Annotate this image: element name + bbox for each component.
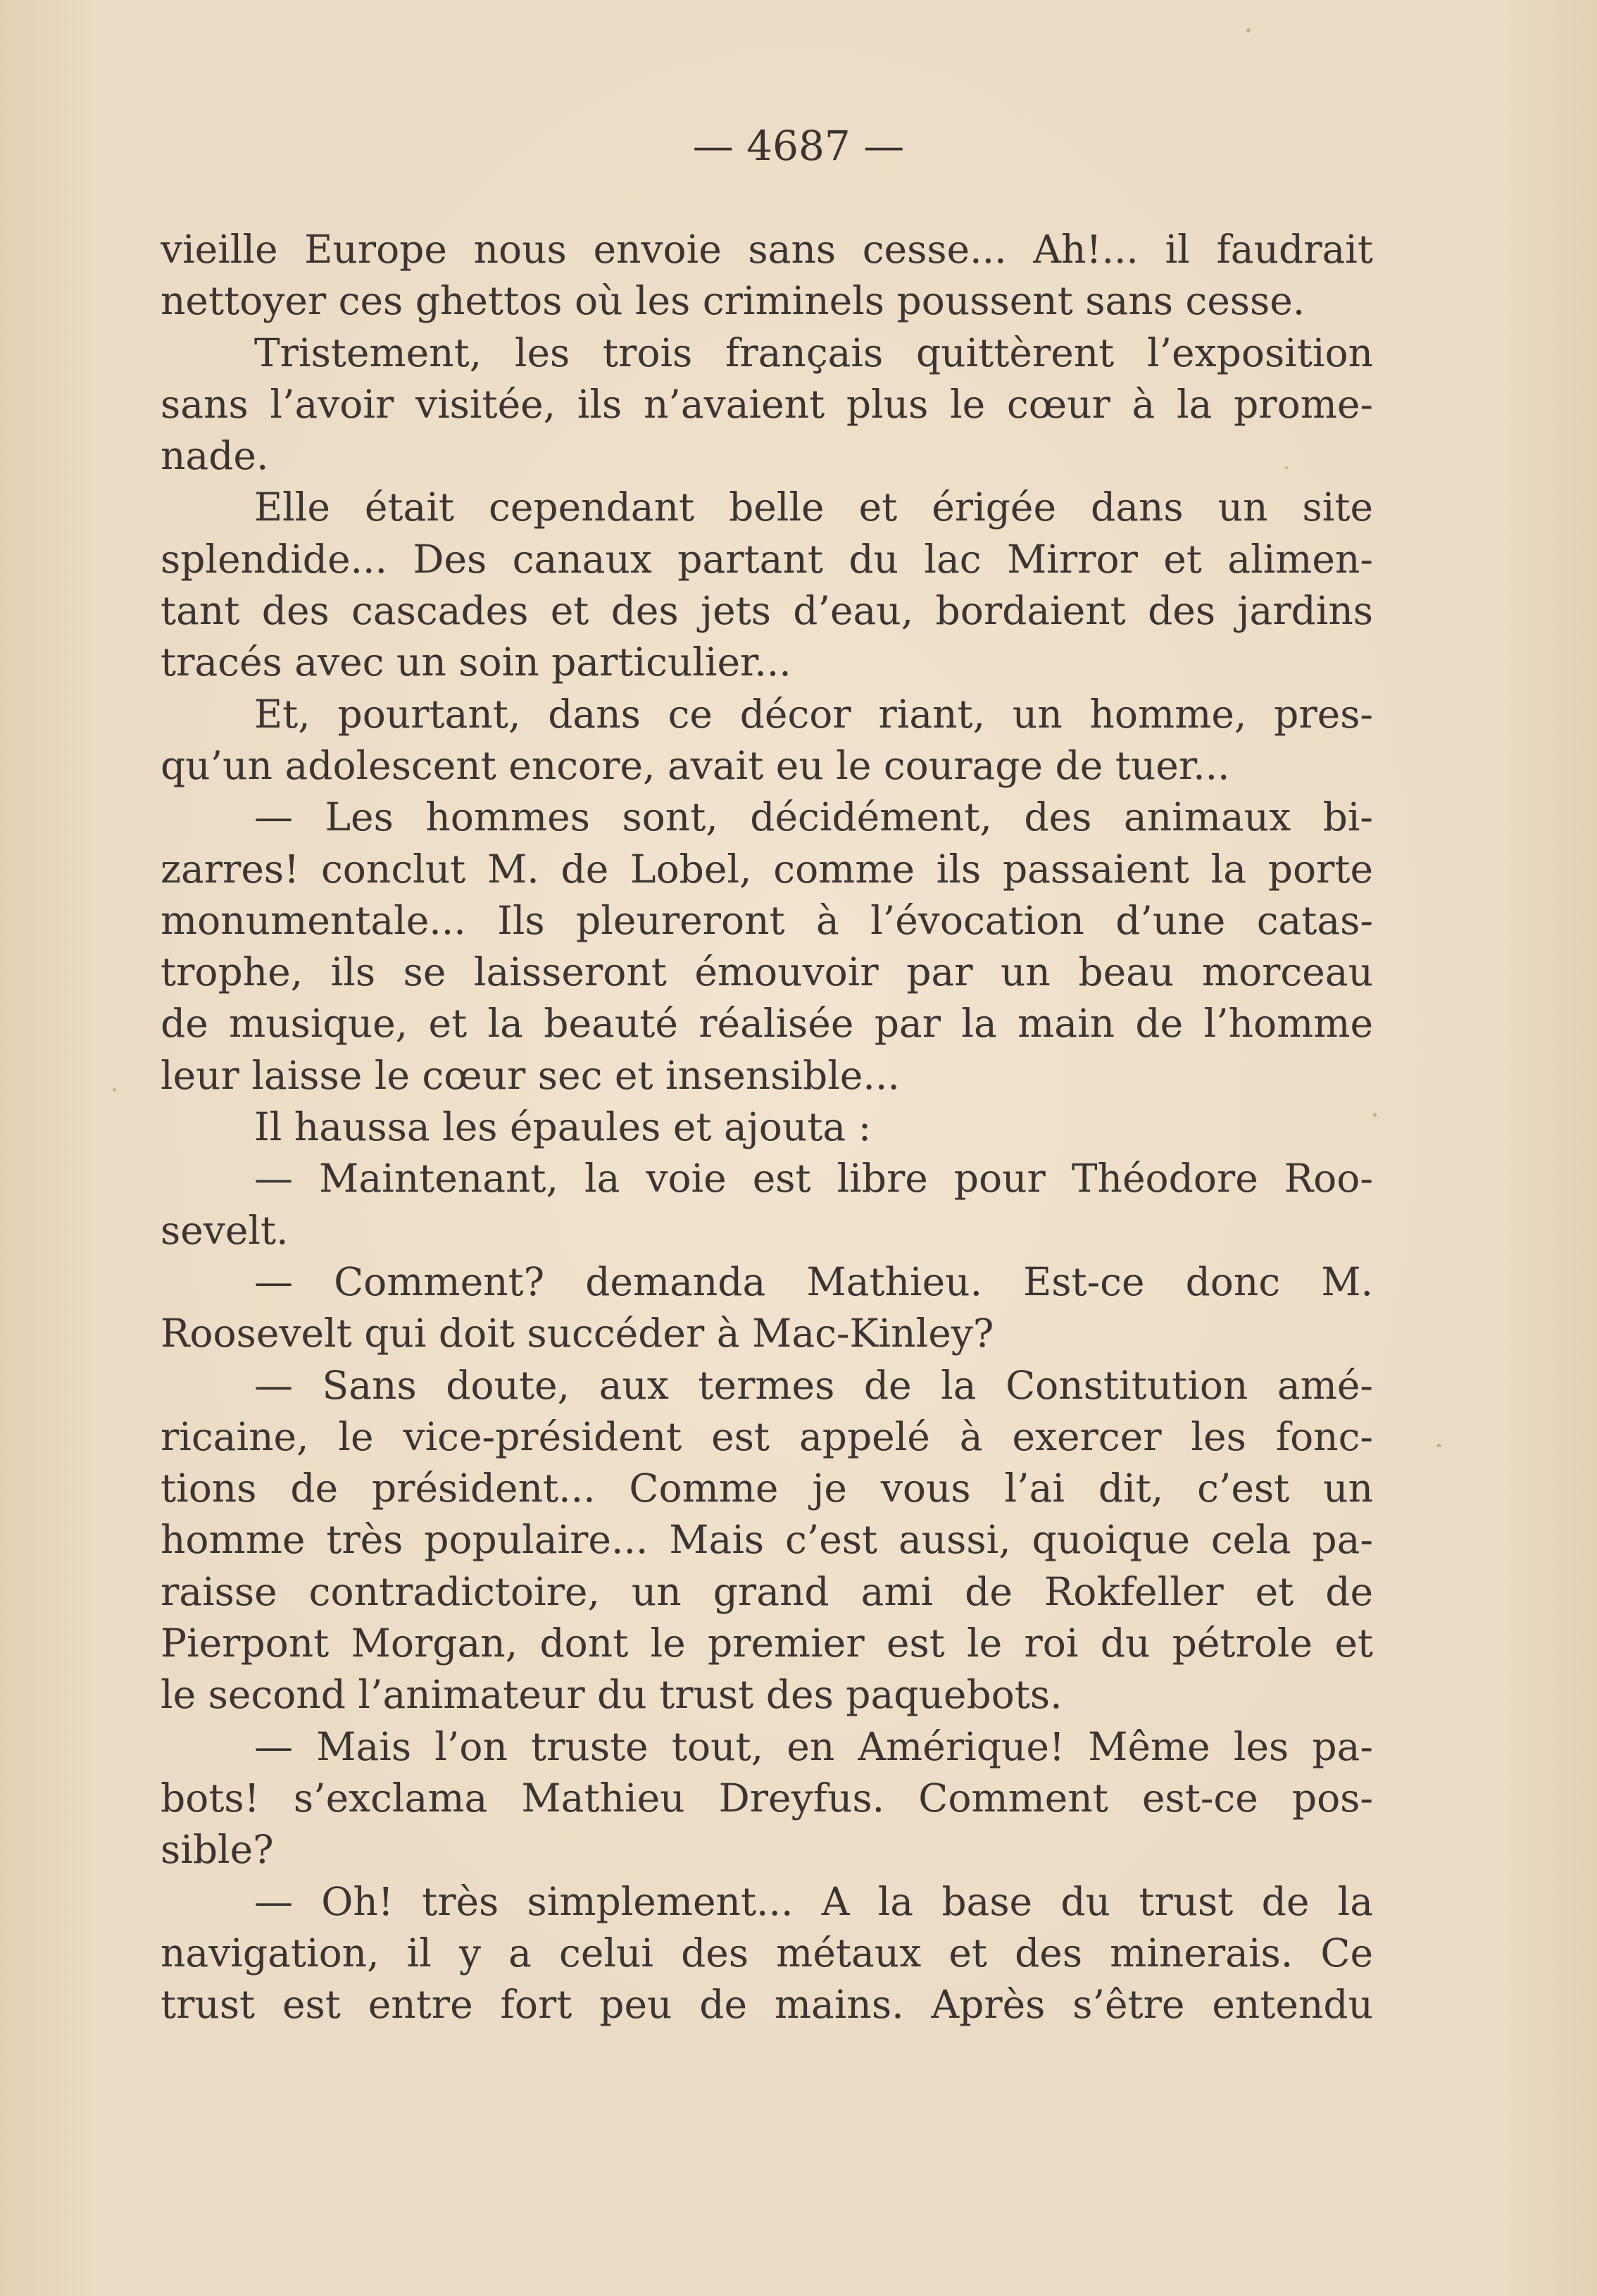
text-line: — Sans doute, aux termes de la Constitution amé- bbox=[254, 1362, 1373, 1408]
text-line: sevelt. bbox=[161, 1207, 289, 1253]
paper-speck bbox=[1246, 28, 1251, 32]
text-line: bots! s’exclama Mathieu Dreyfus. Comment est-ce pos- bbox=[161, 1775, 1373, 1821]
text-line: leur laisse le cœur sec et insensible... bbox=[161, 1052, 900, 1098]
text-line: le second l’animateur du trust des paquebots. bbox=[161, 1672, 1063, 1718]
paper-speck bbox=[1436, 1444, 1441, 1447]
text-line: nade. bbox=[161, 433, 269, 479]
text-line: navigation, il y a celui des métaux et des minerais. Ce bbox=[161, 1930, 1373, 1976]
text-line: — Les hommes sont, décidément, des animaux bi- bbox=[254, 794, 1373, 840]
text-line: Tristement, les trois français quittèrent l’exposition bbox=[254, 330, 1373, 375]
text-line: de musique, et la beauté réalisée par la main de l’homme bbox=[161, 1001, 1373, 1047]
text-line: — Maintenant, la voie est libre pour Théodore Roo- bbox=[254, 1156, 1373, 1202]
paper-speck bbox=[1285, 466, 1288, 469]
text-line: trophe, ils se laisseront émouvoir par un beau morceau bbox=[161, 949, 1373, 995]
text-line: monumentale... Ils pleureront à l’évocation d’une catas- bbox=[161, 897, 1373, 943]
text-line: sible? bbox=[161, 1827, 274, 1873]
text-line: — Comment? demanda Mathieu. Est-ce donc M. bbox=[254, 1259, 1373, 1304]
text-line: Elle était cependant belle et érigée dans un site bbox=[254, 485, 1373, 530]
text-line: nettoyer ces ghettos où les criminels poussent sans cesse. bbox=[161, 278, 1305, 324]
text-line: vieille Europe nous envoie sans cesse... Ah!... il faudrait bbox=[161, 227, 1373, 272]
text-line: Il haussa les épaules et ajouta : bbox=[254, 1104, 872, 1150]
text-line: tracés avec un soin particulier... bbox=[161, 639, 791, 685]
text-line: homme très populaire... Mais c’est aussi, quoique cela pa- bbox=[161, 1517, 1373, 1563]
text-line: Roosevelt qui doit succéder à Mac-Kinley? bbox=[161, 1311, 994, 1356]
text-line: tant des cascades et des jets d’eau, bordaient des jardins bbox=[161, 588, 1373, 634]
text-line: Pierpont Morgan, dont le premier est le roi du pétrole et bbox=[161, 1621, 1373, 1666]
paper-speck bbox=[1373, 1113, 1377, 1117]
text-line: trust est entre fort peu de mains. Après s’être entendu bbox=[161, 1982, 1373, 2028]
text-line: tions de président... Comme je vous l’ai dit, c’est un bbox=[161, 1466, 1373, 1511]
text-line: splendide... Des canaux partant du lac Mirror et alimen- bbox=[161, 536, 1373, 582]
text-line: ricaine, le vice-président est appelé à exercer les fonc- bbox=[161, 1414, 1373, 1459]
text-line: — Oh! très simplement... A la base du trust de la bbox=[254, 1878, 1373, 1924]
text-line: qu’un adolescent encore, avait eu le courage de tuer... bbox=[161, 742, 1230, 788]
text-line: Et, pourtant, dans ce décor riant, un homme, pres- bbox=[254, 691, 1373, 737]
text-line: zarres! conclut M. de Lobel, comme ils passaient la porte bbox=[161, 846, 1373, 892]
text-line: — Mais l’on truste tout, en Amérique! Même les pa- bbox=[254, 1723, 1373, 1769]
text-line: raisse contradictoire, un grand ami de Rokfeller et de bbox=[161, 1568, 1373, 1614]
body-text bbox=[161, 224, 1373, 2030]
paper-speck bbox=[113, 1088, 116, 1092]
text-line: sans l’avoir visitée, ils n’avaient plus le cœur à la prome- bbox=[161, 381, 1373, 427]
page-number: — 4687 — bbox=[692, 122, 905, 170]
